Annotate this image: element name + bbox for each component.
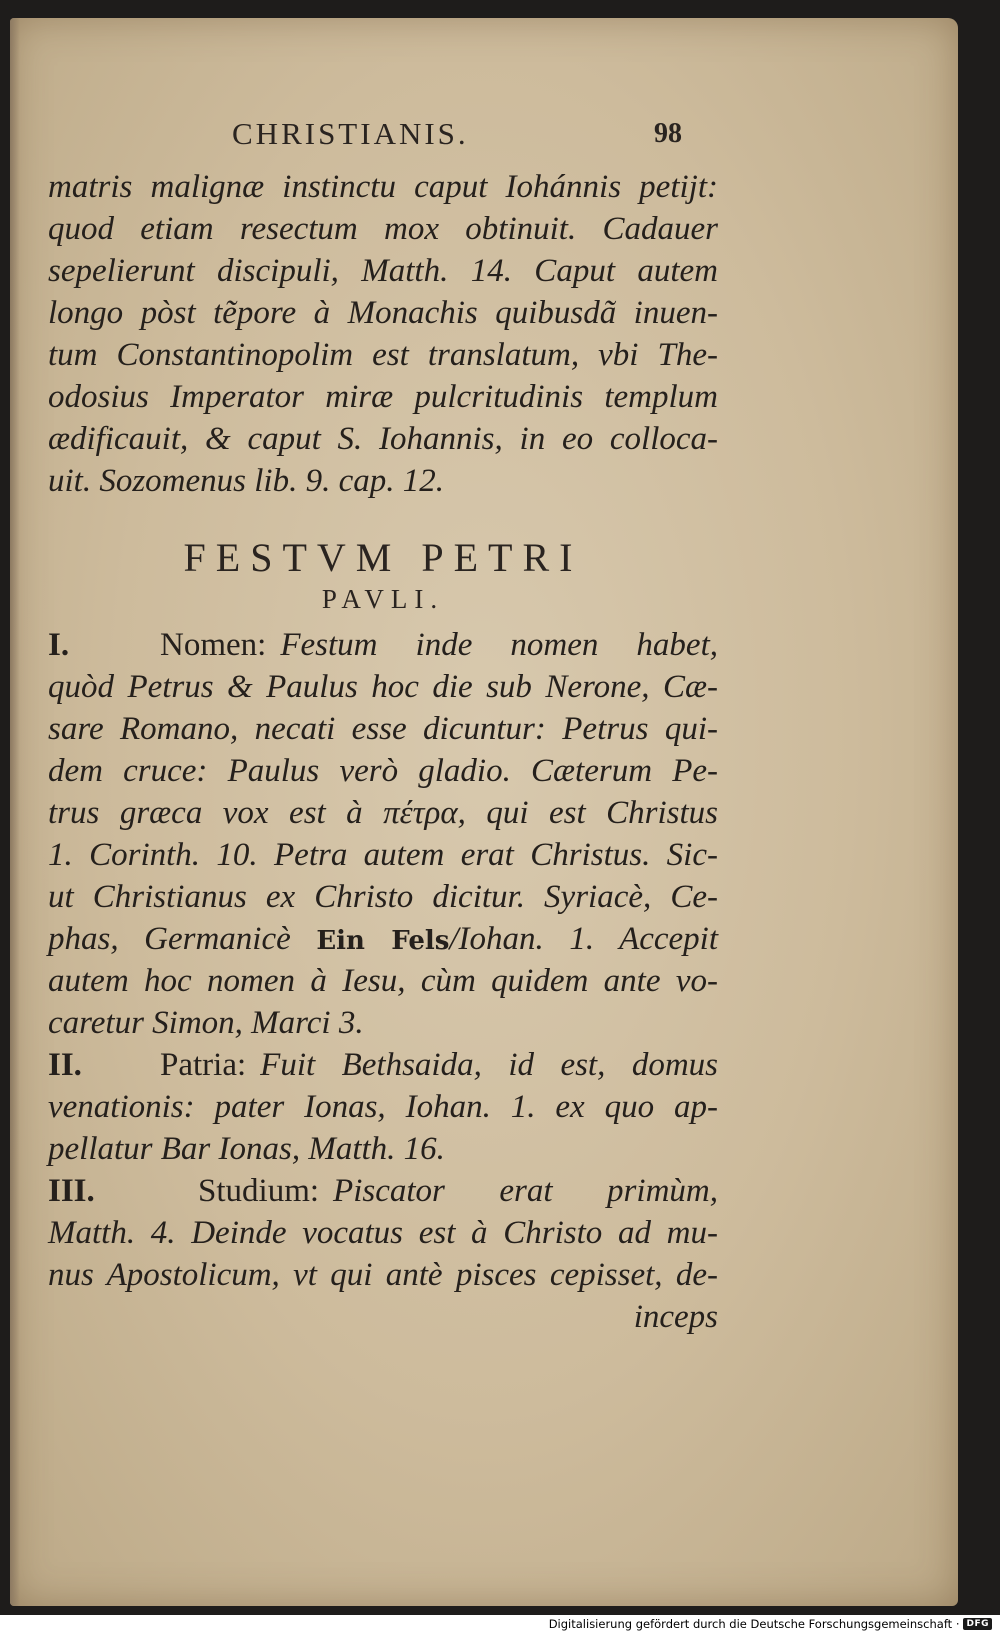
digitization-footer xyxy=(549,1617,992,1631)
text-line: tum Constantinopolim est translatum, vbi The- xyxy=(48,337,718,373)
text-line: autem hoc nomen à Iesu, cùm quidem ante vo- xyxy=(48,963,718,999)
section-1-number: I. xyxy=(48,627,70,663)
section-2-first-line xyxy=(48,1044,718,1086)
text-line: ut Christianus ex Christo dicitur. Syriacè, Ce- xyxy=(48,879,718,915)
section-3-first-line xyxy=(48,1170,718,1212)
section-1-first-text: Festum inde nomen habet, xyxy=(280,627,718,663)
text-line: sare Romano, necati esse dicuntur: Petrus qui- xyxy=(48,711,718,747)
section-2-first-text: Fuit Bethsaida, id est, domus xyxy=(260,1047,718,1083)
text-line: longo pòst tẽpore à Monachis quibusdã inuen- xyxy=(48,295,718,331)
section-3-keyword: Studium: xyxy=(198,1173,320,1209)
text-line: Matth. 4. Deinde vocatus est à Christo ad mu- xyxy=(48,1215,718,1251)
section-1-keyword: Nomen: xyxy=(160,627,267,663)
intro-paragraph xyxy=(48,166,718,502)
sections-block xyxy=(48,624,718,1338)
text-line: quod etiam resectum mox obtinuit. Cadauer xyxy=(48,211,718,247)
dfg-logo-icon: DFG xyxy=(963,1618,992,1630)
text-line: dem cruce: Paulus verò gladio. Cæterum Pe- xyxy=(48,753,718,789)
page-edge xyxy=(10,18,20,1606)
text-line: trus græca vox est à πέτρα, qui est Christus xyxy=(48,795,718,831)
section-subtitle: PAVLI. xyxy=(321,584,445,614)
page-number: 98 xyxy=(654,118,682,149)
text-line: ædificauit, & caput S. Iohannis, in eo colloca- xyxy=(48,421,718,457)
footer-text: Digitalisierung gefördert durch die Deutsche Forschungsgemeinschaft · xyxy=(548,1617,960,1631)
text-line: quòd Petrus & Paulus hoc die sub Nerone, Cæ- xyxy=(48,669,718,705)
section-title: FESTVM PETRI xyxy=(183,535,583,580)
text-line: 1. Corinth. 10. Petra autem erat Christus. Sic- xyxy=(48,837,718,873)
running-head: CHRISTIANIS. xyxy=(232,116,469,151)
text-line-with-gothic xyxy=(48,918,718,960)
text-line: caretur Simon, Marci 3. xyxy=(48,1005,364,1041)
section-1-first-line xyxy=(48,624,718,666)
text-line: nus Apostolicum, vt qui antè pisces cepisset, de- xyxy=(48,1257,718,1293)
section-2-keyword: Patria: xyxy=(160,1047,247,1083)
section-3-number: III. xyxy=(48,1173,95,1209)
text-line: pellatur Bar Ionas, Matth. 16. xyxy=(48,1131,445,1167)
line-after-gothic: /Iohan. 1. Accepit xyxy=(449,921,719,957)
text-line: matris malignæ instinctu caput Iohánnis petijt: xyxy=(48,169,718,205)
text-line: sepelierunt discipuli, Matth. 14. Caput autem xyxy=(48,253,718,289)
text-line: odosius Imperator miræ pulcritudinis templum xyxy=(48,379,718,415)
section-3-first-text: Piscator erat primùm, xyxy=(333,1173,718,1209)
catchword: inceps xyxy=(633,1299,718,1335)
text-line: venationis: pater Ionas, Iohan. 1. ex quo ap- xyxy=(48,1089,718,1125)
line-before-gothic: phas, Germanicè xyxy=(48,921,291,957)
text-line: uit. Sozomenus lib. 9. cap. 12. xyxy=(48,463,444,499)
gothic-term: Ein Fels xyxy=(316,926,450,956)
section-2-number: II. xyxy=(48,1047,82,1083)
